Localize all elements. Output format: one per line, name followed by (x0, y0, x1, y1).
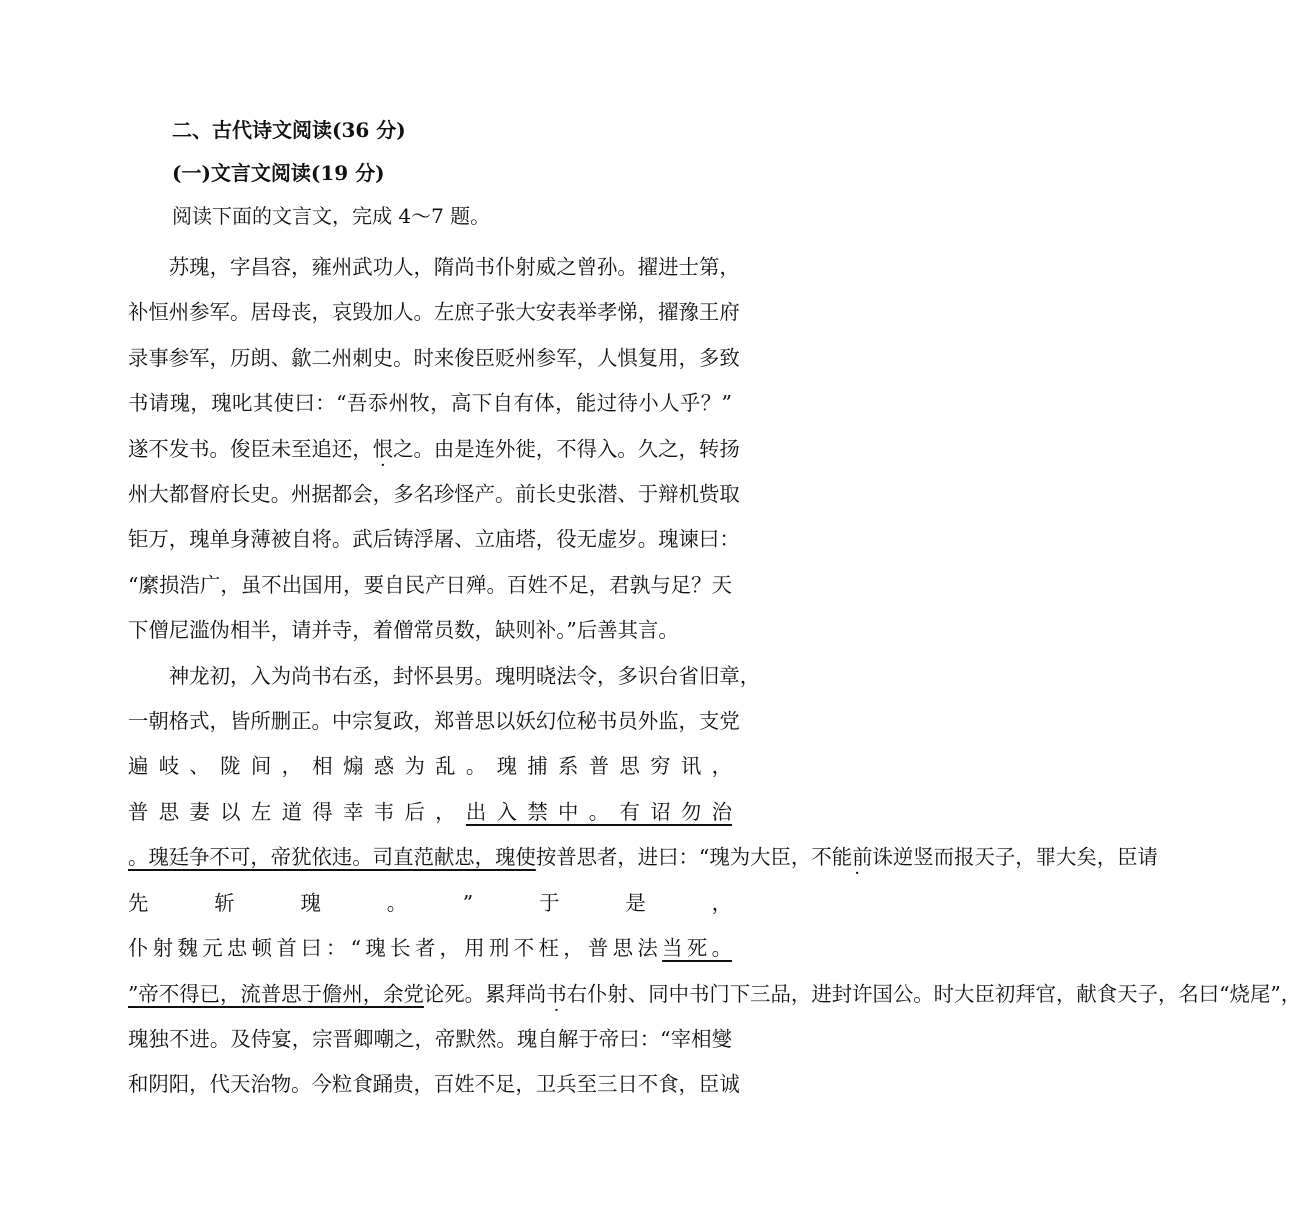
text-line: 先斩瑰。”于是， (128, 890, 732, 915)
text-run: 之。由是连外徙，不得入。久之，转扬 (393, 436, 740, 461)
text-line: 钜万，瑰单身薄被自将。武后铸浮屠、立庙塔，役无虚岁。瑰谏曰： (128, 527, 740, 552)
text-line: “縻损浩广，虽不出国用，要自民产日殚。百姓不足，君孰与足？天 (128, 572, 732, 597)
text-line: 书请瑰，瑰叱其使曰：“吾忝州牧，高下自有体，能过待小人乎？” (128, 391, 732, 416)
emphasized-char: 死。累拜尚书右仆射、同 · (444, 982, 668, 1006)
underlined-sentence-2a: 当死。 (662, 936, 732, 961)
paragraph-2 (128, 654, 1301, 1108)
section-title: 二、古代诗文阅读(36 分) (172, 118, 406, 142)
text-line (128, 835, 1158, 880)
passage (128, 245, 1301, 1108)
subsection-title: (一)文言文阅读(19 分) (172, 161, 385, 185)
text-line: 补恒州参军。居母丧，哀毁加人。左庶子张大安表举孝悌，擢豫王府 (128, 300, 740, 325)
underlined-sentence-2b: ”帝不得已，流普思于儋州，余党 (128, 981, 424, 1006)
text-line (128, 427, 740, 472)
text-line: 遍岐、陇间，相煽惑为乱。瑰捕系普思穷讯， (128, 754, 732, 779)
text-run: 仆射魏元忠顿首曰：“瑰长者，用刑不枉，普思法 (128, 936, 663, 961)
text-line: 州大都督府长史。州据都会，多名珍怪产。前长史张潜、于辩机赀取 (128, 482, 740, 507)
text-line (128, 790, 732, 835)
text-line: 苏瑰，字昌容，雍州武功人，隋尚书仆射威之曾孙。擢进士第， (168, 255, 740, 279)
text-line: 一朝格式，皆所删正。中宗复政，郑普思以妖幻位秘书员外监，支党 (128, 709, 740, 734)
text-line: 下僧尼滥伪相半，请并寺，着僧常员数，缺则补。”后善其言。 (128, 618, 679, 643)
paragraph-1 (128, 245, 740, 654)
instruction: 阅读下面的文言文，完成 4～7 题。 (172, 204, 491, 228)
emphasized-char: 恨 (372, 436, 394, 461)
text-line: 神龙初，入为尚书右丞，封怀县男。瑰明晓法令，多识台省旧章， (168, 663, 761, 688)
text-run: 按 (535, 845, 557, 870)
emphasized-char: 普思者，进曰：“瑰为大臣，不能前诛逆竖而报天子，罪大矣，臣请 · (556, 845, 1158, 869)
text-line (128, 972, 1301, 1017)
text-run: 遂不发书。俊臣未至追还， (128, 436, 373, 461)
text-run: 中书门下三品，进封许国公。时大臣初拜官，献食天子，名曰“烧尾”， (668, 981, 1301, 1006)
underlined-sentence-1b: 。瑰廷争不可，帝犹依违。司直范献忠，瑰使 (128, 845, 536, 870)
text-run: 普思妻以左道得幸韦后， (128, 799, 466, 824)
text-run: 论 (423, 981, 445, 1006)
underlined-sentence-1a: 出入禁中。有诏勿治 (465, 799, 733, 824)
text-line: 录事参军，历朗、歙二州刺史。时来俊臣贬州参军，人惧复用，多致 (128, 345, 740, 370)
text-line: 瑰独不进。及侍宴，宗晋卿嘲之，帝默然。瑰自解于帝曰：“宰相燮 (128, 1026, 732, 1051)
text-line (128, 926, 732, 971)
text-line: 和阴阳，代天治物。今粒食踊贵，百姓不足，卫兵至三日不食，臣诚 (128, 1072, 740, 1097)
